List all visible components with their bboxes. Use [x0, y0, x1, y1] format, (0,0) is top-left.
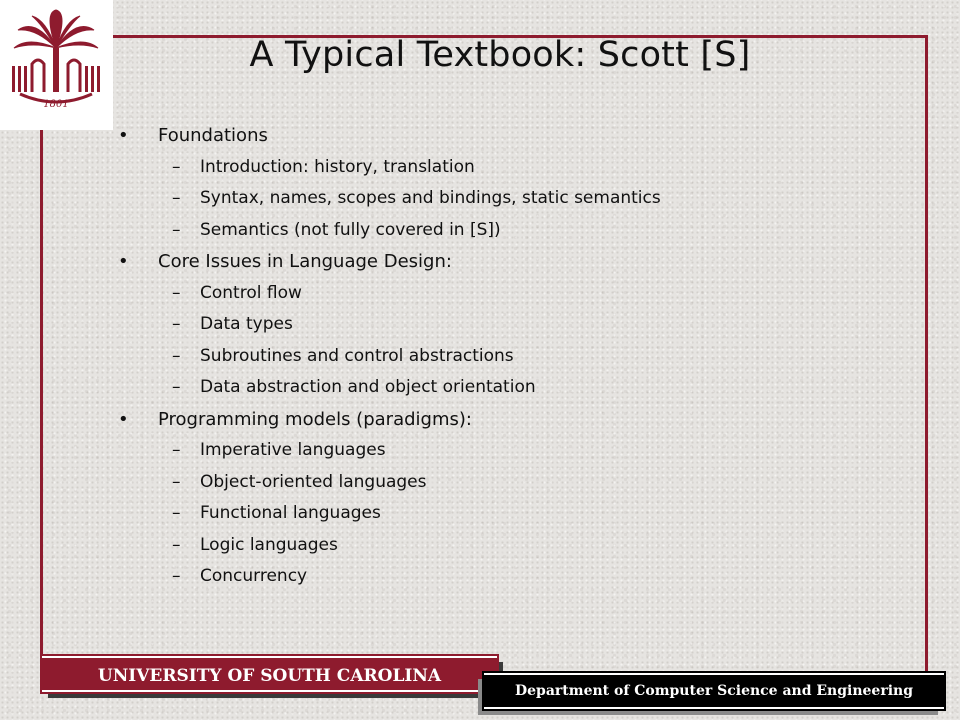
- dash-marker: –: [172, 377, 181, 397]
- sub-bullet-item: [118, 152, 878, 184]
- outline-text: Functional languages: [200, 503, 381, 523]
- sub-bullet-item: [118, 467, 878, 499]
- outline-text: Data types: [200, 314, 293, 334]
- outline-text: Programming models (paradigms):: [158, 408, 472, 430]
- bullet-item: [118, 404, 878, 436]
- outline-text: Control flow: [200, 282, 302, 303]
- sub-bullet-item: [118, 372, 878, 404]
- sub-bullet-item: [118, 561, 878, 593]
- dash-marker: –: [172, 440, 181, 460]
- sub-bullet-item: [118, 183, 878, 215]
- dash-marker: –: [172, 534, 181, 555]
- university-logo: [0, 0, 113, 130]
- outline-text: Imperative languages: [200, 440, 386, 460]
- outline-text: Subroutines and control abstractions: [200, 345, 514, 366]
- outline-text: Concurrency: [200, 566, 308, 586]
- dash-marker: –: [172, 219, 181, 240]
- dash-marker: –: [172, 503, 181, 523]
- dash-marker: –: [172, 471, 181, 492]
- slide-outline: [118, 120, 878, 593]
- dash-marker: –: [172, 156, 181, 177]
- dash-marker: –: [172, 282, 181, 303]
- department-banner: Department of Computer Science and Engineering: [484, 673, 944, 709]
- university-banner: UNIVERSITY OF SOUTH CAROLINA: [42, 656, 497, 692]
- logo-year: 1801: [43, 99, 69, 110]
- dash-marker: –: [172, 188, 181, 208]
- dash-marker: –: [172, 345, 181, 366]
- sub-bullet-item: [118, 530, 878, 562]
- outline-text: Semantics (not fully covered in [S]): [200, 219, 501, 240]
- outline-text: Introduction: history, translation: [200, 156, 475, 177]
- sub-bullet-item: [118, 309, 878, 341]
- sub-bullet-item: [118, 341, 878, 373]
- outline-text: Syntax, names, scopes and bindings, static semantics: [200, 188, 661, 208]
- slide-title: A Typical Textbook: Scott [S]: [249, 35, 751, 75]
- dash-marker: –: [172, 314, 181, 334]
- dash-marker: –: [172, 566, 181, 586]
- outline-text: Data abstraction and object orientation: [200, 377, 536, 397]
- bullet-marker: •: [118, 125, 129, 146]
- bullet-marker: •: [118, 408, 129, 430]
- bullet-item: [118, 120, 878, 152]
- outline-text: Object-oriented languages: [200, 471, 427, 492]
- palmetto-logo-icon: [6, 8, 106, 118]
- sub-bullet-item: [118, 498, 878, 530]
- outline-text: Core Issues in Language Design:: [158, 251, 452, 272]
- bullet-item: [118, 246, 878, 278]
- bullet-marker: •: [118, 251, 129, 272]
- outline-text: Foundations: [158, 125, 268, 146]
- sub-bullet-item: [118, 435, 878, 467]
- sub-bullet-item: [118, 278, 878, 310]
- sub-bullet-item: [118, 215, 878, 247]
- outline-text: Logic languages: [200, 534, 338, 555]
